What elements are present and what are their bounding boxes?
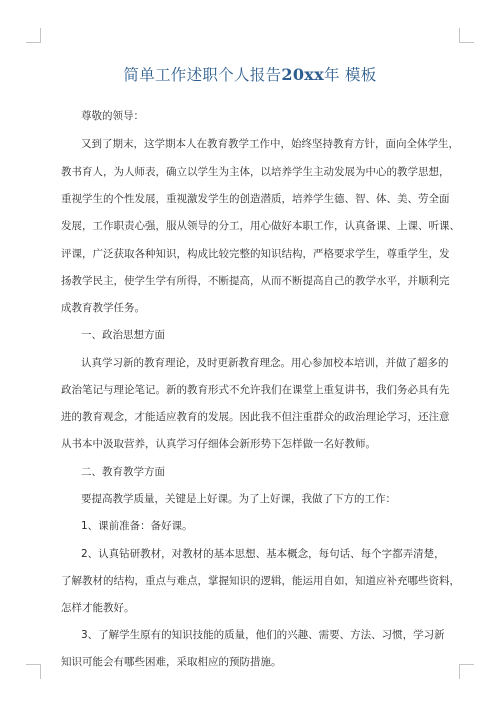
crop-mark-top-left (26, 42, 40, 43)
crop-mark-bottom-right (459, 664, 460, 679)
section-heading: 一、政治思想方面 (81, 329, 165, 341)
paragraph-line: 政治笔记与理论笔记。新的教育形式不允许我们在课堂上重复讲书，我们务必具有先 (61, 384, 450, 396)
paragraph-line: 认真学习新的教育理论，及时更新教育理念。用心参加校本培训，并做了超多的 (81, 357, 449, 369)
paragraph-line: 进的教育观念，才能适应教育的发展。因此我不但注重群众的政治理论学习，还注意 (61, 411, 450, 423)
crop-mark-top-right (459, 28, 460, 43)
title-prefix: 简单工作述职个人报告 (123, 66, 282, 84)
paragraph-line: 重视学生的个性发展，重视激发学生的创造潜质，培养学生德、智、体、美、劳全面 (61, 193, 450, 205)
paragraph-line: 又到了期末，这学期本人在教育教学工作中，始终坚持教育方针，面向全体学生， (81, 138, 459, 150)
greeting-line: 尊敬的领导： (81, 110, 144, 122)
document-title (0, 63, 500, 85)
title-year: 20xx (281, 65, 324, 84)
crop-mark-top-right (460, 42, 474, 43)
title-suffix: 年 模板 (323, 66, 377, 84)
paragraph-line: 了解教材的结构，重点与难点，掌握知识的逻辑，能运用自如，知道应补充哪些资料， (61, 575, 460, 587)
paragraph-line: 扬教学民主，使学生学有所得，不断提高，从而不断提高自己的教学水平，并顺利完 (61, 275, 450, 287)
paragraph-line: 评课，广泛获取各种知识，构成比较完整的知识结构，严格要求学生，尊重学生，发 (61, 248, 450, 260)
paragraph-line: 知识可能会有哪些困难，采取相应的预防措施。 (61, 656, 282, 668)
paragraph-line: 发展，工作职责心强，服从领导的分工，用心做好本职工作，认真备课、上课、听课、 (61, 220, 460, 232)
paragraph-line: 从书本中汲取营养，认真学习仔细体会新形势下怎样做一名好教师。 (61, 438, 376, 450)
list-item: 3、了解学生原有的知识技能的质量，他们的兴趣、需要、方法、习惯，学习新 (81, 629, 445, 641)
crop-mark-bottom-left (40, 664, 41, 679)
crop-mark-top-left (40, 28, 41, 43)
section-heading: 二、教育教学方面 (81, 466, 165, 478)
paragraph-line: 要提高教学质量，关键是上好课。为了上好课，我做了下方的工作： (81, 493, 396, 505)
list-item: 2、认真钻研教材，对教材的基本思想、基本概念，每句话、每个字都弄清楚， (81, 548, 445, 560)
list-item: 1、课前准备：备好课。 (81, 520, 193, 532)
paragraph-line: 教书育人，为人师表，确立以学生为主体，以培养学生主动发展为中心的教学思想， (61, 166, 450, 178)
paragraph-line: 怎样才能教好。 (61, 602, 135, 614)
crop-mark-bottom-left (26, 664, 40, 665)
crop-mark-bottom-right (460, 664, 474, 665)
paragraph-line: 成教育教学任务。 (61, 302, 145, 314)
